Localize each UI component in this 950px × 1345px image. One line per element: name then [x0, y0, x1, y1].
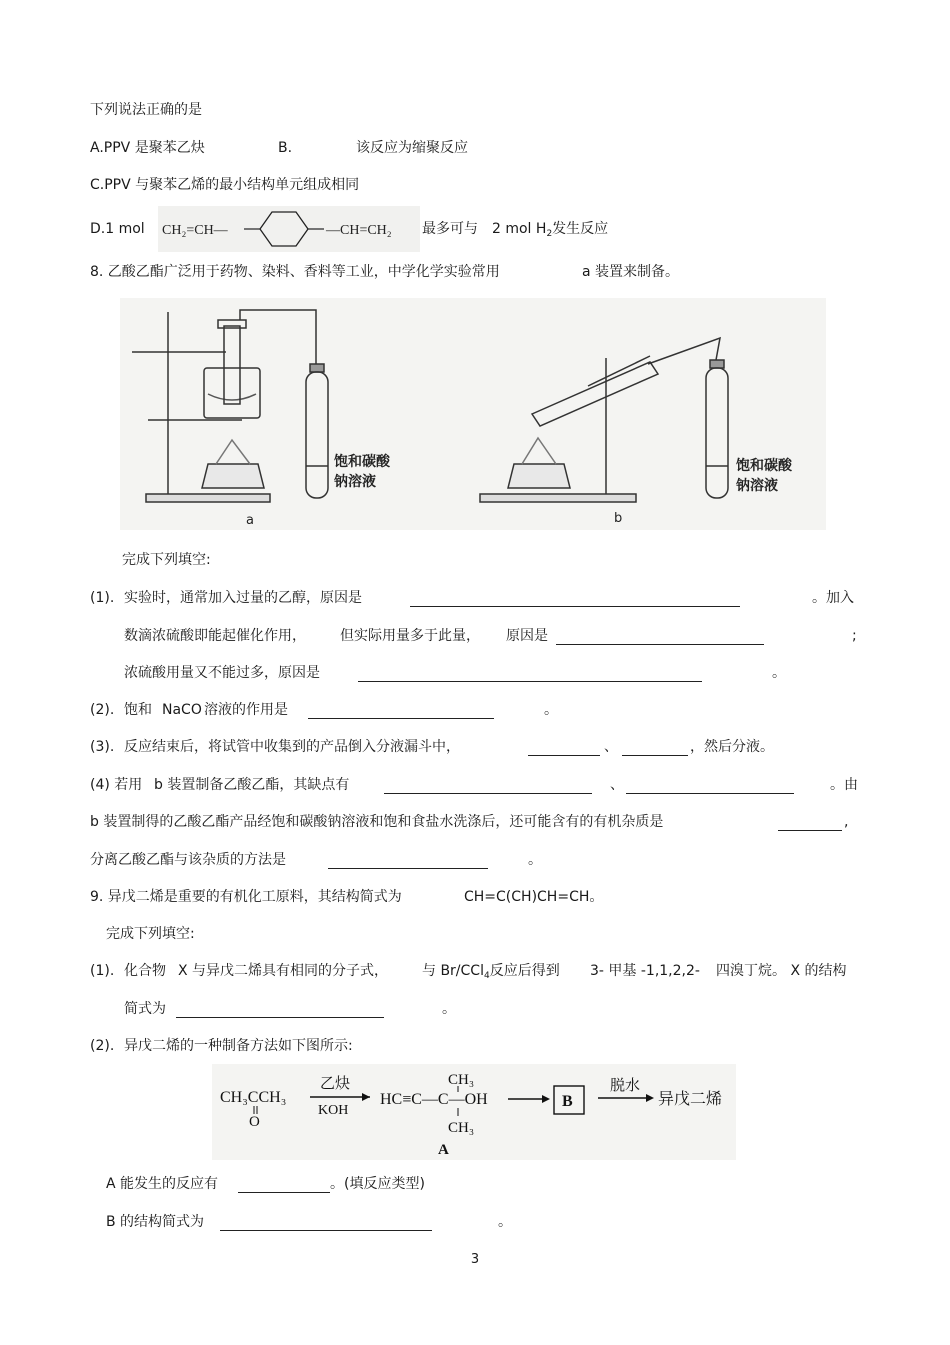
q8-p1-blank-3[interactable]	[358, 667, 702, 682]
solution-b-label-2: 钠溶液	[736, 478, 778, 494]
q8-p3-num: (3).	[90, 739, 115, 755]
q9-p2-text: 异戊二烯的一种制备方法如下图所示:	[124, 1038, 353, 1054]
product-top: CH₃	[448, 1072, 475, 1088]
q9-p2-num: (2).	[90, 1038, 115, 1054]
q9-p1-blank[interactable]	[176, 1003, 384, 1018]
q8-p4-blank-3[interactable]	[778, 816, 842, 831]
q9-qb-blank[interactable]	[220, 1216, 432, 1231]
q8-p4-end: 。由	[830, 777, 858, 793]
q7-option-b-label: B.	[278, 140, 293, 156]
q8-p4-blank-2[interactable]	[626, 779, 794, 794]
q8-p2-c: 溶液的作用是	[204, 702, 288, 718]
q8-p1-b3: 原因是	[506, 628, 548, 644]
solution-a-label-1: 饱和碳酸	[334, 454, 390, 470]
q8-p1-num: (1).	[90, 590, 115, 606]
solution-a-label-2: 钠溶液	[334, 474, 376, 490]
q8-p3-blank-2[interactable]	[622, 741, 688, 756]
q8-intro: 完成下列填空:	[122, 552, 211, 568]
q9-qa-blank[interactable]	[238, 1178, 330, 1193]
q8-p1-b2: 但实际用量多于此量，	[340, 628, 480, 644]
page-number: 3	[470, 1252, 480, 1267]
q8-p4-blank-1[interactable]	[384, 779, 592, 794]
q8-p1-blank-1[interactable]	[410, 592, 740, 607]
q8-p4-sep: 、	[610, 777, 624, 793]
q8-p1-b-end: ;	[852, 628, 857, 644]
q8-p4-blank-4[interactable]	[328, 854, 488, 869]
apparatus-figure	[120, 298, 826, 530]
q7-option-b-text: 该反应为缩聚反应	[356, 140, 468, 156]
box-b-label: B	[562, 1093, 573, 1110]
q9-qb: B 的结构简式为	[106, 1214, 205, 1230]
q9-qb-end: 。	[498, 1214, 512, 1230]
q8-p3-end: ，然后分液。	[690, 739, 774, 755]
formula-right-text: —CH=CH₂	[326, 223, 392, 238]
solution-b-label-1: 饱和碳酸	[736, 458, 792, 474]
q7-option-d-suffix-b: 2 mol $H_2$发生反应	[492, 221, 609, 239]
q9-p1-e: 3- 甲基 -1,1,2,2-	[590, 963, 700, 979]
q8-p1-b1: 数滴浓硫酸即能起催化作用，	[124, 628, 306, 644]
q8-p3-sep: 、	[604, 739, 618, 755]
q7-option-c: C.PPV 与聚苯乙烯的最小结构单元组成相同	[90, 177, 360, 193]
product-main: HC≡C—C—OH	[380, 1091, 488, 1108]
product-label: A	[438, 1142, 449, 1158]
q7-option-d-prefix: D.1 mol	[90, 221, 145, 237]
q7-option-d-suffix-a: 最多可与	[422, 221, 478, 237]
q9-p1-a: 化合物	[124, 963, 166, 979]
reactant-text: CH₃CCH₃	[220, 1089, 287, 1106]
figure-label-b: b	[614, 511, 623, 526]
q8-p4-line3: 分离乙酸乙酯与该杂质的方法是	[90, 852, 286, 868]
q9-formula: CH=C(CH)CH=CH。	[464, 889, 604, 905]
reagent-bottom: KOH	[318, 1103, 349, 1118]
step2-reagent: 脱水	[610, 1078, 641, 1094]
q8-p2-num: (2).	[90, 702, 115, 718]
q9-p1-f: 四溴丁烷。 X 的结构	[716, 963, 847, 979]
synthesis-scheme	[212, 1064, 736, 1160]
q8-stem: 8. 乙酸乙酯广泛用于药物、染料、香料等工业，中学化学实验常用	[90, 264, 500, 280]
q9-stem: 9. 异戊二烯是重要的有机化工原料，其结构简式为	[90, 889, 402, 905]
q8-p4-line2: b 装置制得的乙酸乙酯产品经饱和碳酸钠溶液和饱和食盐水洗涤后，还可能含有的有机杂质是	[90, 814, 664, 830]
q8-p4-a: b 装置制备乙酸乙酯，其缺点有	[154, 777, 350, 793]
q8-stem-tail: a 装置来制备。	[582, 264, 680, 280]
q9-qa-end: 。(填反应类型)	[330, 1176, 425, 1192]
stand-base-a	[146, 494, 270, 502]
q8-p1-blank-2[interactable]	[556, 630, 764, 645]
arrow-icon	[646, 1094, 654, 1102]
q9-p1-num: (1).	[90, 963, 115, 979]
q8-p2-blank[interactable]	[308, 704, 494, 719]
arrow-icon	[542, 1095, 550, 1103]
benzene-ring-icon	[260, 212, 308, 246]
q9-qa: A 能发生的反应有	[106, 1176, 219, 1192]
q8-p4-line3-end: 。	[528, 852, 542, 868]
q8-p1-a: 实验时，通常加入过量的乙醇，原因是	[124, 590, 362, 606]
product-bottom: CH₃	[448, 1120, 475, 1136]
figure-label-a: a	[246, 513, 254, 528]
q9-p1-c: 与 Br/CCl$_4$反应后得到	[422, 963, 560, 981]
q8-p3-text: 反应结束后，将试管中收集到的产品倒入分液漏斗中，	[124, 739, 460, 755]
q7-option-a: A.PPV 是聚苯乙炔	[90, 140, 205, 156]
q8-p2-end: 。	[544, 702, 558, 718]
q9-p1-line2-end: 。	[442, 1001, 456, 1017]
q8-p2-b: NaCO	[162, 702, 202, 718]
q8-p3-blank-1[interactable]	[528, 741, 600, 756]
arrow-icon	[362, 1093, 370, 1101]
reactant-oxygen: O	[249, 1114, 260, 1130]
q7-stem: 下列说法正确的是	[90, 102, 202, 118]
final-product: 异戊二烯	[658, 1091, 723, 1108]
formula-left-text: CH₂=CH—	[162, 223, 228, 238]
reagent-top: 乙炔	[320, 1076, 351, 1092]
q8-p1-a-end: 。加入	[812, 590, 854, 606]
q8-p2-a: 饱和	[124, 702, 152, 718]
q8-p4-line2-end: ,	[844, 814, 849, 830]
q9-p1-line2: 简式为	[124, 1001, 166, 1017]
divinylbenzene-structure	[158, 206, 420, 252]
q8-p1-c: 浓硫酸用量又不能过多，原因是	[124, 665, 320, 681]
q9-p1-b: X 与异戊二烯具有相同的分子式，	[178, 963, 389, 979]
q9-intro: 完成下列填空:	[106, 926, 195, 942]
q8-p1-c-end: 。	[772, 665, 786, 681]
q8-p4-num: (4) 若用	[90, 777, 143, 793]
